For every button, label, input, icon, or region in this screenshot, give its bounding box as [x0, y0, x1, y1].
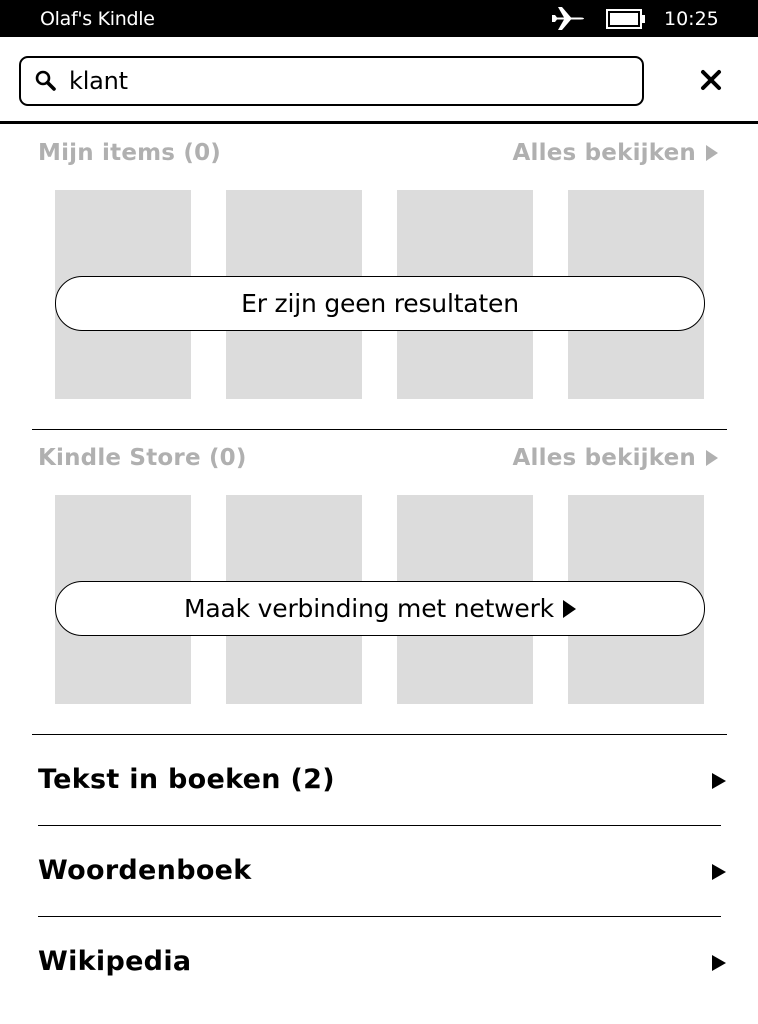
close-button[interactable]: [692, 61, 730, 99]
see-all-my-items-link[interactable]: [513, 139, 718, 167]
play-arrow-icon: [706, 450, 718, 466]
status-bar: [0, 0, 758, 37]
play-arrow-icon: [712, 864, 726, 880]
device-name: Olaf's Kindle: [40, 8, 155, 30]
section-title-my-items: Mijn items (0): [38, 140, 222, 166]
result-row-book-text[interactable]: [38, 735, 728, 825]
result-row-dictionary[interactable]: [38, 826, 728, 916]
play-arrow-icon: [706, 145, 718, 161]
header-divider: [0, 121, 758, 124]
search-query: klant: [69, 67, 128, 95]
play-arrow-icon: [712, 955, 726, 971]
connect-network-button[interactable]: [55, 581, 705, 636]
result-row-label: Wikipedia: [38, 946, 192, 977]
result-row-label: Woordenboek: [38, 855, 252, 886]
search-icon: [34, 69, 58, 93]
search-input[interactable]: [19, 56, 644, 106]
result-row-label: Tekst in boeken (2): [38, 764, 335, 795]
section-divider: [32, 429, 727, 430]
connect-network-label: Maak verbinding met netwerk: [184, 594, 554, 623]
see-all-label: Alles bekijken: [512, 140, 696, 166]
play-arrow-icon: [712, 773, 726, 789]
see-all-label: Alles bekijken: [512, 445, 696, 471]
clock: 10:25: [664, 8, 719, 30]
see-all-kindle-store-link[interactable]: [513, 444, 718, 472]
result-row-wikipedia[interactable]: [38, 917, 728, 1007]
airplane-icon: [550, 5, 586, 31]
no-results-label: Er zijn geen resultaten: [241, 289, 519, 318]
no-results-message: [55, 276, 705, 331]
close-icon: [700, 69, 722, 91]
battery-icon: [606, 9, 646, 29]
section-title-kindle-store: Kindle Store (0): [38, 445, 247, 471]
play-arrow-icon: [563, 600, 576, 618]
